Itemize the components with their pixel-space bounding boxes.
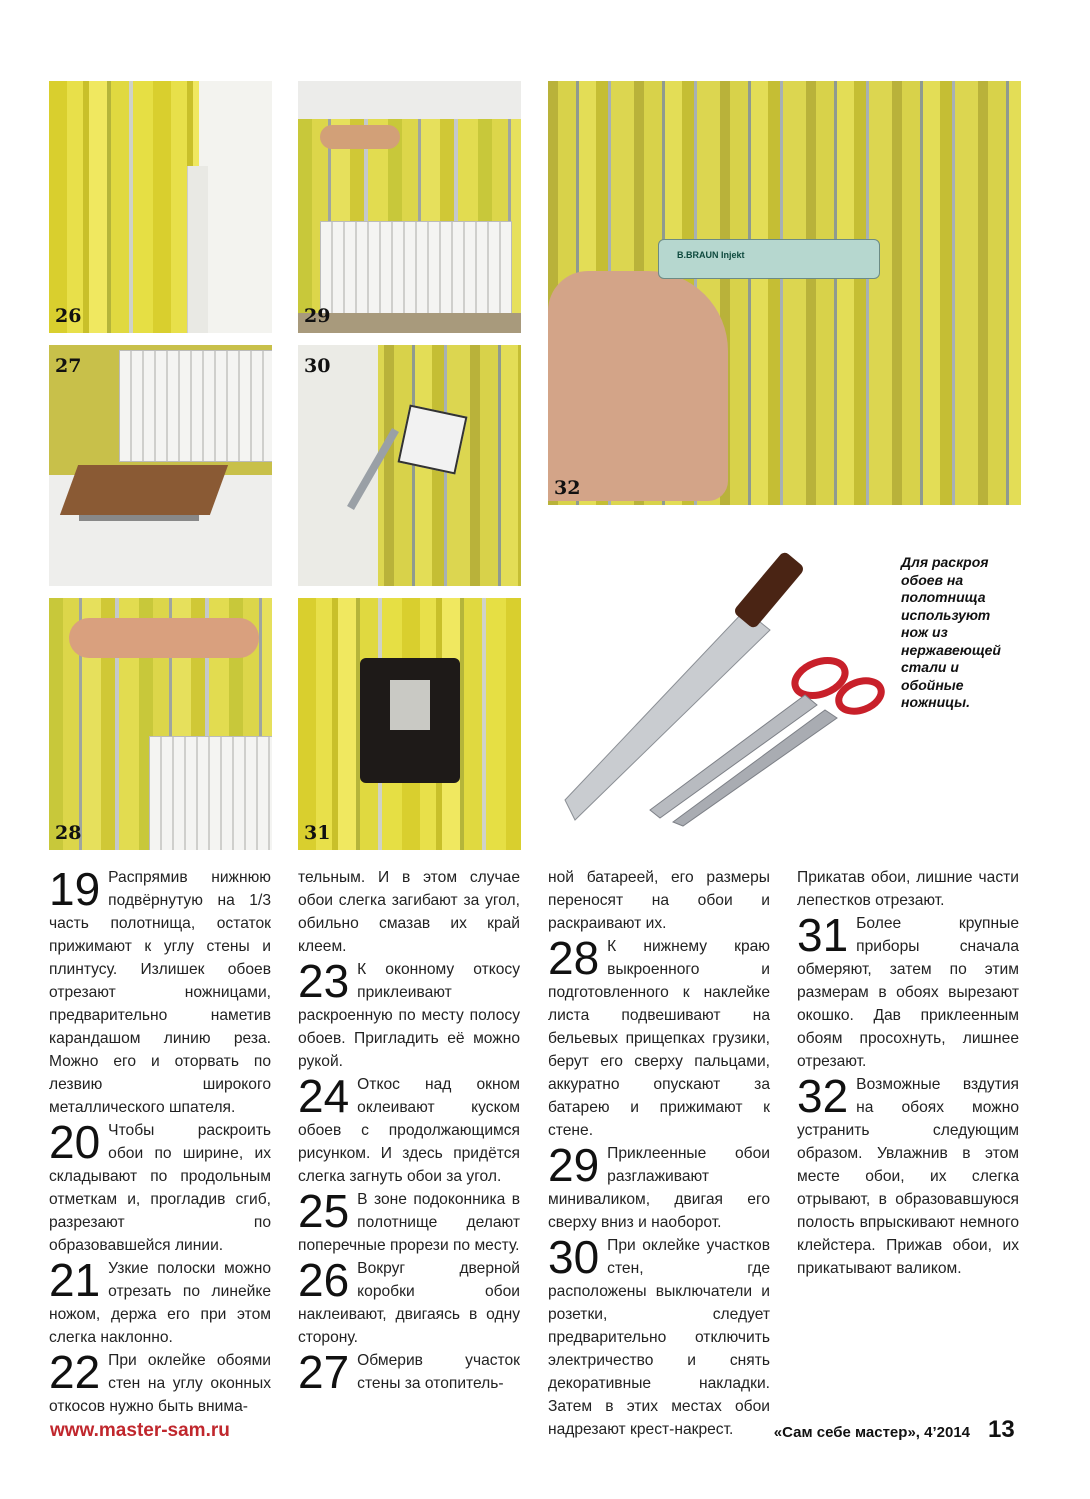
photo-number: 28	[55, 822, 82, 844]
floor	[298, 313, 521, 333]
paragraph-text: Узкие полоски можно отрезать по линейке ножом, держа его при этом слегка наклонно.	[49, 1260, 271, 1346]
paragraph	[298, 1254, 520, 1349]
step-number: 32	[797, 1070, 849, 1122]
meter-window	[390, 680, 430, 730]
paragraph-text: Более крупные приборы сначала обмеряют, затем по этим размерам в обоях вырезают окошко. Дав приклеенным обоям просохнуть, лишнее отрезают.	[797, 915, 1019, 1070]
photo-29	[298, 81, 521, 333]
paragraph-text: При оклейке обоями стен на углу оконных откосов нужно быть внима-	[49, 1352, 271, 1415]
knife-icon	[565, 550, 805, 820]
photo-27	[49, 345, 272, 586]
text-column-2	[298, 866, 520, 1398]
paragraph-text: Возможные вздутия на обоях можно устранить следующим образом. Увлажнив в этом месте обои, их слегка отрывают, в образовавшуюся полость впрыскивают немного клейстера. Прижав обои, их прикатывают валиком.	[797, 1076, 1019, 1277]
radiator-image	[149, 736, 272, 850]
paragraph	[548, 932, 770, 1142]
step-number: 25	[298, 1185, 350, 1237]
step-number: 20	[49, 1116, 101, 1168]
paragraph-text: При оклейке участков стен, где расположены выключатели и розетки, следует предварительно отключить электричество и снять декоративные накладки. Затем в этих местах обои надрезают крест-накрест.	[548, 1237, 770, 1438]
photo-number: 30	[304, 355, 331, 377]
step-number: 27	[298, 1346, 350, 1398]
photo-number: 26	[55, 305, 82, 327]
step-number: 21	[49, 1254, 101, 1306]
step-number: 19	[49, 863, 101, 915]
paragraph-text: Приклеенные обои разглаживают миниваликом, двигая его сверху вниз и наоборот.	[548, 1145, 770, 1231]
step-number: 31	[797, 909, 849, 961]
step-number: 24	[298, 1070, 350, 1122]
roller-tool	[320, 125, 400, 149]
wall-white	[298, 81, 521, 119]
paragraph-text: Распрямив нижнюю подвёрнутую на 1/3 часть полотнища, остаток прижимают к углу стены и плинтусу. Излишек обоев отрезают ножницами, предварительно наметив карандашом линию реза. Можно его и оторвать по лезвию широкого металлического шпателя.	[49, 869, 271, 1116]
paragraph-text: Откос над окном оклеивают куском обоев с продолжающимся рисунком. И здесь придётся слегка загнуть обои за угол.	[298, 1076, 520, 1185]
footer-magazine: «Сам себе мастер», 4’2014	[773, 1424, 970, 1441]
paragraph	[298, 866, 520, 958]
paragraph	[49, 1254, 271, 1349]
paragraph	[797, 866, 1019, 912]
text-column-3	[548, 866, 770, 1441]
photo-number: 29	[304, 305, 331, 327]
hand-image	[548, 271, 728, 501]
paragraph	[49, 1116, 271, 1257]
wall-panel	[187, 166, 208, 333]
paragraph	[797, 909, 1019, 1073]
paragraph-text: ной батареей, его размеры переносят на обои и раскраивают их.	[548, 869, 770, 932]
step-number: 22	[49, 1346, 101, 1398]
wallpaper-sheet	[60, 465, 228, 515]
step-number: 30	[548, 1231, 600, 1283]
paragraph-text: Обмерив участок стены за отопитель-	[357, 1352, 520, 1392]
step-number: 26	[298, 1254, 350, 1306]
paragraph	[298, 1346, 520, 1398]
footer-url[interactable]: www.master-sam.ru	[50, 1420, 230, 1441]
knife-scissors-illustration	[555, 530, 895, 830]
radiator-image	[119, 350, 272, 462]
paragraph	[298, 1070, 520, 1188]
photo-number: 32	[554, 477, 581, 499]
paragraph-text: Прикатав обои, лишние части лепестков отрезают.	[797, 869, 1019, 909]
paragraph-text: К нижнему краю выкроенного и подготовленного к наклейке листа подвешивают на бельевых прищепках грузики, берут его сверху пальцами, аккуратно опускают за батарею и прижимают к стене.	[548, 938, 770, 1139]
step-number: 28	[548, 932, 600, 984]
paragraph-text: Вокруг дверной коробки обои наклеивают, двигаясь в одну сторону.	[298, 1260, 520, 1346]
syringe-brand-text: B.BRAUN Injekt	[677, 250, 745, 260]
photo-caption: Для раскроя обоев на полотнища используют нож из нержавеющей стали и обойные ножницы.	[901, 554, 1001, 710]
step-number: 23	[298, 955, 350, 1007]
hands-image	[69, 618, 259, 658]
paragraph	[797, 1070, 1019, 1280]
photo-number: 27	[55, 355, 82, 377]
photo-31	[298, 598, 521, 850]
step-number: 29	[548, 1139, 600, 1191]
paragraph	[548, 866, 770, 935]
electric-meter-image	[360, 658, 460, 783]
window-frame	[199, 81, 272, 333]
paragraph-text: Чтобы раскроить обои по ширине, их складывают по продольным отметкам и, прогладив сгиб, разрезают по образовавшейся линии.	[49, 1122, 271, 1254]
paragraph-text: В зоне подоконника в полотнище делают поперечные прорези по месту.	[298, 1191, 520, 1254]
wall-white	[298, 345, 378, 586]
photo-30	[298, 345, 521, 586]
paragraph	[298, 1185, 520, 1257]
paragraph	[298, 955, 520, 1073]
photo-26	[49, 81, 272, 333]
paragraph-text: К оконному откосу приклеивают раскроенную по месту полосу обоев. Пригладить её можно рукой.	[298, 961, 520, 1070]
radiator-image	[320, 221, 512, 323]
paragraph	[49, 1346, 271, 1418]
text-column-1	[49, 863, 271, 1418]
paragraph	[548, 1231, 770, 1441]
photo-28	[49, 598, 272, 850]
photo-number: 31	[304, 822, 331, 844]
paragraph-text: тельным. И в этом случае обои слегка загибают за угол, обильно смазав их край клеем.	[298, 869, 520, 955]
scissors-image	[79, 515, 199, 521]
paragraph	[548, 1139, 770, 1234]
paragraph	[49, 863, 271, 1119]
text-column-4	[797, 866, 1019, 1280]
switch-box-image	[398, 405, 468, 475]
page-number: 13	[988, 1416, 1015, 1443]
syringe-image	[658, 239, 880, 279]
photo-32	[548, 81, 1021, 505]
